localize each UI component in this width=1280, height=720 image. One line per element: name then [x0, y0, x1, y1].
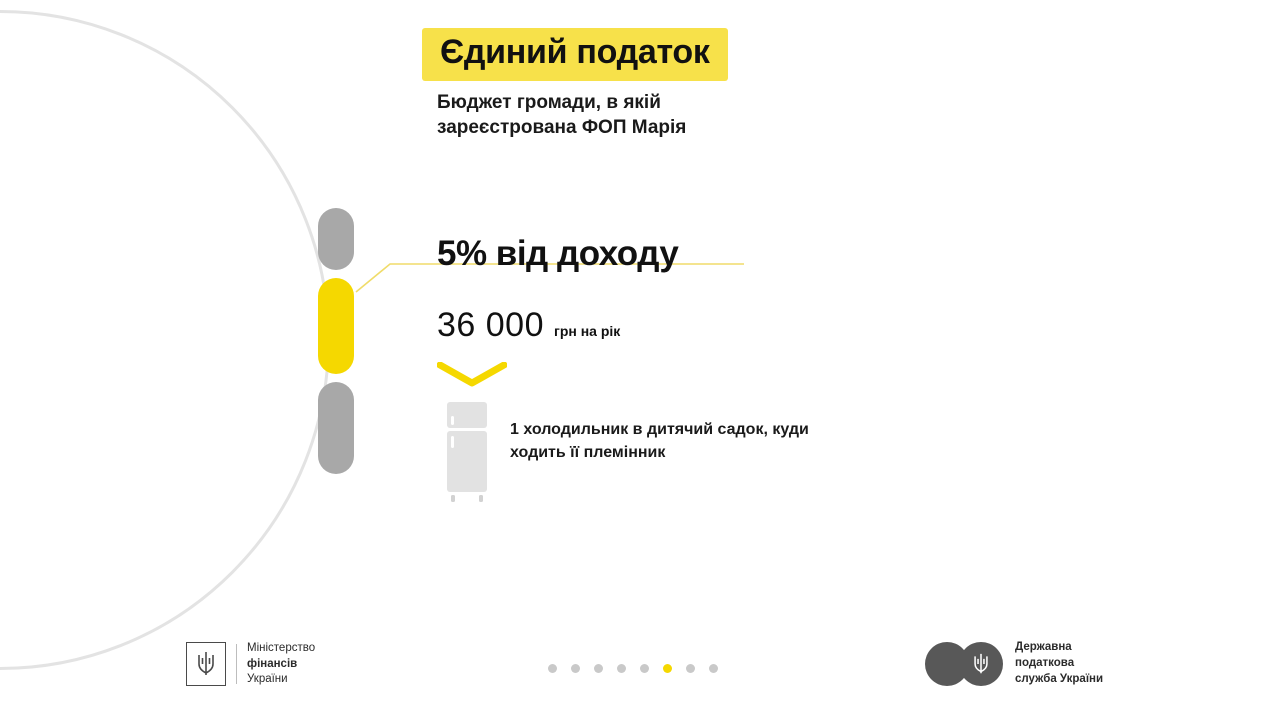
gauge-segment-active	[318, 278, 354, 374]
ministry-line-3: України	[247, 673, 288, 686]
tax-service-logo	[925, 640, 1103, 688]
trident-icon	[197, 651, 215, 677]
logo-divider	[236, 644, 237, 684]
pagination-dot[interactable]	[617, 664, 626, 673]
pagination-dot[interactable]	[594, 664, 603, 673]
pagination-dots[interactable]	[548, 664, 718, 673]
amount-unit: грн на рік	[554, 323, 621, 339]
result-text: 1 холодильник в дитячий садок, куди ходить її племінник	[510, 421, 809, 462]
decorative-arc	[0, 10, 330, 670]
subtitle: Бюджет громади, в якій зареєстрована ФОП Марія	[437, 92, 687, 139]
tax-logo-trident-circle	[959, 642, 1003, 686]
headline-rate: 5% від доходу	[437, 234, 679, 273]
trident-icon	[973, 653, 989, 675]
tax-line-2: податкова	[1015, 656, 1075, 669]
ministry-line-2: фінансів	[247, 657, 298, 670]
tax-line-1: Державна	[1015, 641, 1072, 653]
pagination-dot[interactable]	[571, 664, 580, 673]
gauge-segment-top	[318, 208, 354, 270]
pagination-dot[interactable]	[686, 664, 695, 673]
pagination-dot[interactable]	[709, 664, 718, 673]
ministry-line-1: Міністерство	[247, 642, 316, 654]
page-title: Єдиний податок	[440, 33, 710, 71]
tax-line-3: служба України	[1015, 672, 1104, 685]
ministry-emblem-icon	[186, 642, 226, 686]
pagination-dot[interactable]	[640, 664, 649, 673]
title-chip	[422, 28, 728, 81]
pagination-dot-active[interactable]	[663, 664, 672, 673]
ministry-name	[247, 641, 315, 688]
ministry-logo	[186, 641, 315, 688]
amount-value: 36 000	[437, 306, 544, 344]
progress-gauge	[318, 208, 354, 482]
tax-service-name	[1015, 640, 1103, 688]
refrigerator-icon	[441, 400, 495, 504]
pagination-dot[interactable]	[548, 664, 557, 673]
gauge-segment-bottom	[318, 382, 354, 474]
amount-row	[437, 306, 620, 345]
chevron-down-icon	[437, 362, 507, 388]
